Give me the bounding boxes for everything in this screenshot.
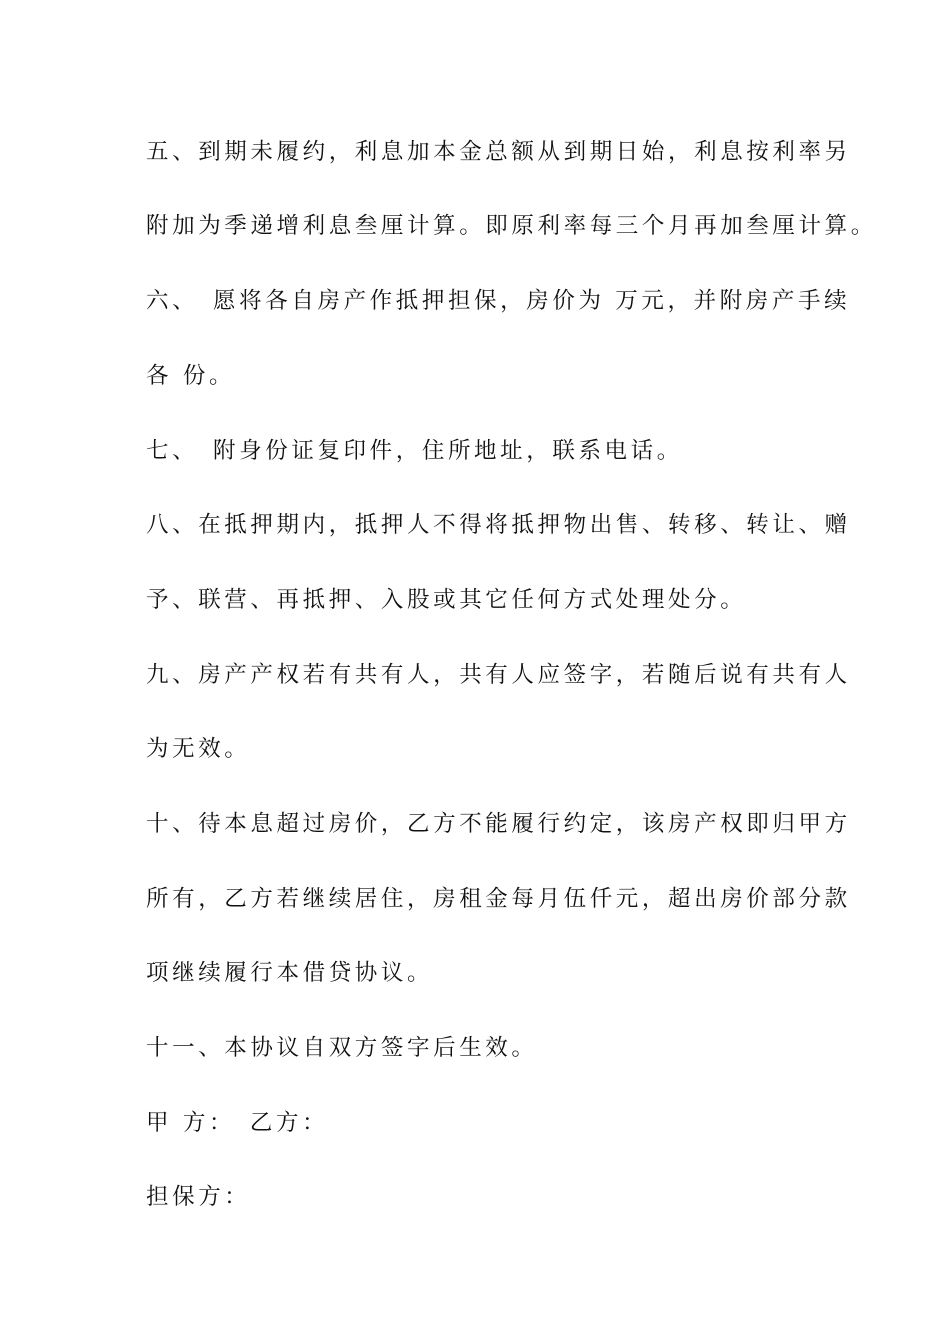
guarantor-signature-line: 担保方： — [146, 1184, 251, 1210]
clause-8-line-1: 八、在抵押期内，抵押人不得将抵押物出售、转移、转让、赠 — [146, 512, 851, 538]
clause-5-line-2: 附加为季递增利息叁厘计算。即原利率每三个月再加叁厘计算。 — [146, 213, 877, 239]
clause-8-line-2: 予、联营、再抵押、入股或其它任何方式处理处分。 — [146, 587, 747, 613]
clause-7-line-1: 七、 附身份证复印件，住所地址，联系电话。 — [146, 438, 683, 464]
signature-parties-line: 甲 方： 乙方： — [146, 1110, 329, 1136]
clause-9-line-1: 九、房产产权若有共有人，共有人应签字，若随后说有共有人 — [146, 662, 851, 688]
clause-6-line-1: 六、 愿将各自房产作抵押担保，房价为 万元，并附房产手续 — [146, 288, 851, 314]
clause-10-line-1: 十、待本息超过房价，乙方不能履行约定，该房产权即归甲方 — [146, 811, 851, 837]
clause-10-line-3: 项继续履行本借贷协议。 — [146, 960, 434, 986]
clause-10-line-2: 所有，乙方若继续居住，房租金每月伍仟元，超出房价部分款 — [146, 886, 851, 912]
clause-5-line-1: 五、到期未履约，利息加本金总额从到期日始，利息按利率另 — [146, 139, 851, 165]
clause-9-line-2: 为无效。 — [146, 736, 251, 762]
clause-6-line-2: 各 份。 — [146, 363, 236, 389]
clause-11-line-1: 十一、本协议自双方签字后生效。 — [146, 1035, 538, 1061]
